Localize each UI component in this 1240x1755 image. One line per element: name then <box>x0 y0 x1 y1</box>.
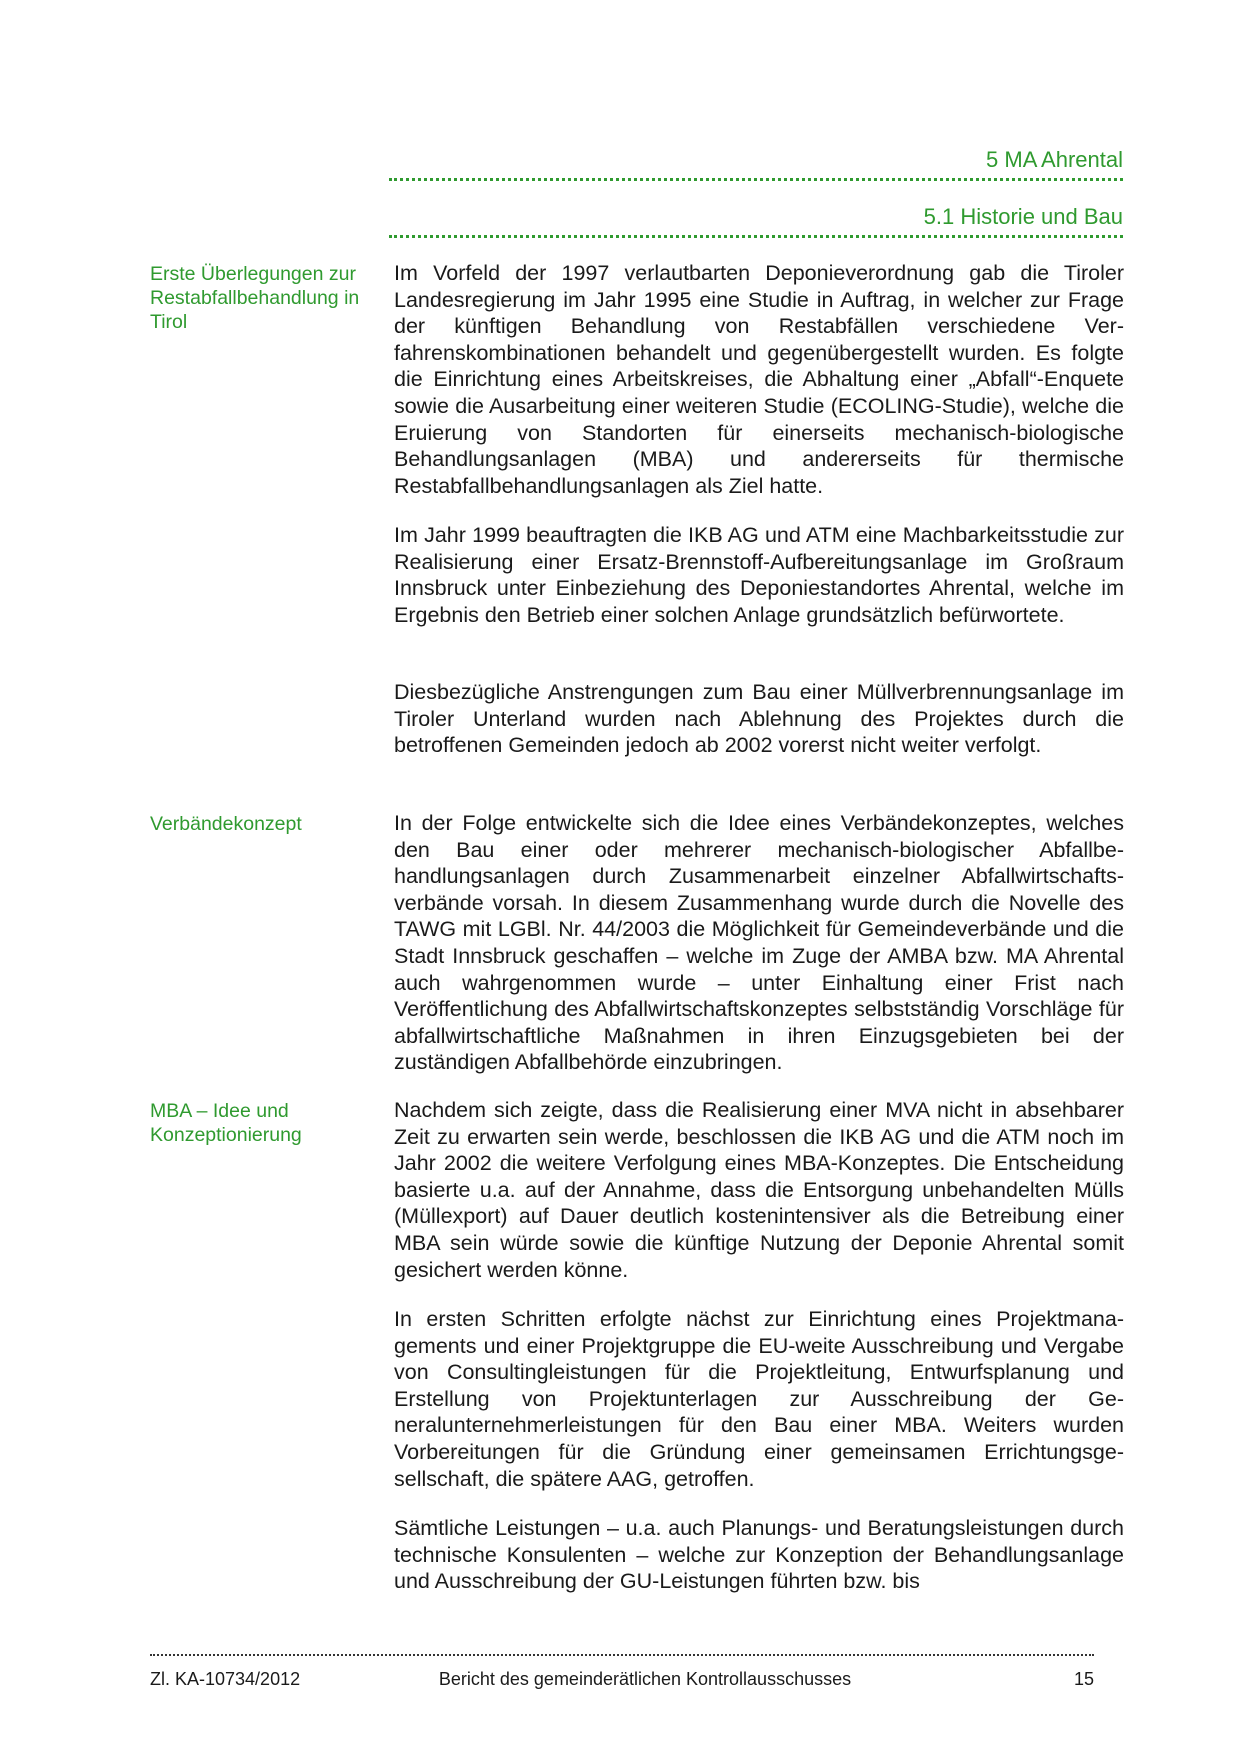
paragraph-muellverbrennung: Diesbezügliche Anstrengungen zum Bau einer Müllverbrennungsanlage im Tiroler Unterland wurden nach Ablehnung des Projektes durch die betroffenen Gemeinden jedoch ab 2002 vorerst nicht weiter verfolgt. <box>394 680 1124 758</box>
footer-report-title: Bericht des gemeinderätlichen Kontrollausschusses <box>438 1669 852 1689</box>
margin-note-mba-idee: MBA – Idee und Konzeptionierung <box>150 1100 302 1146</box>
chapter-divider <box>389 178 1123 181</box>
paragraph-mba-konzept: Nachdem sich zeigte, dass die Realisierung einer MVA nicht in absehbarer Zeit zu erwarten sein werde, beschlossen die IKB AG und die ATM noch im Jahr 2002 die weitere Verfolgung eines MBA-Konzeptes. Die Entscheidung basierte u.a. auf der Annahme, dass die Entsorgung unbehandelten Mülls (Müllexport) auf Dauer deutlich kostenintensiver als die Betreibung einer MBA sein würde sowie die künftige Nutzung der Deponie Ahrental somit gesichert werden könne. <box>394 1098 1124 1282</box>
margin-note-verbaendekonzept: Verbändekonzept <box>150 813 302 835</box>
paragraph-machbarkeitsstudie: Im Jahr 1999 beauftragten die IKB AG und ATM eine Machbarkeitsstudie zur Realisierung einer Ersatz-Brennstoff-Aufbereitungsanlage im Großraum Innsbruck unter Einbeziehung des Deponiestandortes Ahrental, welche im Ergebnis den Betrieb einer solchen Anlage grundsätzlich befürwortete. <box>394 523 1124 627</box>
section-heading: 5.1 Historie und Bau <box>923 204 1123 229</box>
footer-divider <box>150 1654 1094 1656</box>
section-divider <box>389 235 1123 238</box>
footer-reference: Zl. KA-10734/2012 <box>150 1669 301 1689</box>
page-number: 15 <box>1073 1669 1094 1689</box>
paragraph-deponieverordnung: Im Vorfeld der 1997 verlautbarten Deponieverordnung gab die Tiroler Landesregierung im Jahr 1995 eine Studie in Auftrag, in welcher zur Frage der künftigen Behandlung von Restabfällen verschiedene Verfahrenskombinationen behandelt und gegenübergestellt wurden. Es folgte die Einrichtung eines Arbeitskreises, die Abhaltung einer „Abfall“-Enquete sowie die Ausarbeitung einer weiteren Studie (ECOLING-Studie), welche die Eruierung von Standorten für einerseits mechanisch-biologische Behandlungsanlagen (MBA) und andererseits für thermische Restabfallbehandlungsanlagen als Ziel hatte. <box>394 261 1124 498</box>
paragraph-projektmanagement: In ersten Schritten erfolgte nächst zur Einrichtung eines Projektmanagements und einer Projektgruppe die EU-weite Ausschreibung und Vergabe von Consultingleistungen für die Projektleitung, Entwurfsplanung und Erstellung von Projektunterlagen zur Ausschreibung der Generalunternehmerleistungen für den Bau einer MBA. Weiters wurden Vorbereitungen für die Gründung einer gemeinsamen Errichtungsgesellschaft, die spätere AAG, getroffen. <box>394 1307 1124 1491</box>
paragraph-verbaendekonzept: In der Folge entwickelte sich die Idee eines Verbändekonzeptes, welches den Bau einer oder mehrerer mechanisch-biologischer Abfallbehandlungsanlagen durch Zusammenarbeit einzelner Abfallwirtschaftsverbände vorsah. In diesem Zusammenhang wurde durch die Novelle des TAWG mit LGBl. Nr. 44/2003 die Möglichkeit für Gemeindeverbände und die Stadt Innsbruck geschaffen – welche im Zuge der AMBA bzw. MA Ahrental auch wahrgenommen wurde – unter Einhaltung einer Frist nach Veröffentlichung des Abfallwirtschaftskonzeptes selbstständig Vorschläge für abfallwirtschaftliche Maßnahmen in ihren Einzugsgebieten bei der zuständigen Abfallbehörde einzubringen. <box>394 811 1124 1075</box>
paragraph-leistungen: Sämtliche Leistungen – u.a. auch Planungs- und Beratungsleistungen durch technische Konsulenten – welche zur Konzeption der Behandlungsanlage und Ausschreibung der GU-Leistungen führten bzw. bis <box>394 1516 1124 1594</box>
margin-note-restabfall: Erste Überlegungen zur Restabfallbehandlung in Tirol <box>150 263 360 333</box>
chapter-heading: 5 MA Ahrental <box>986 147 1123 172</box>
